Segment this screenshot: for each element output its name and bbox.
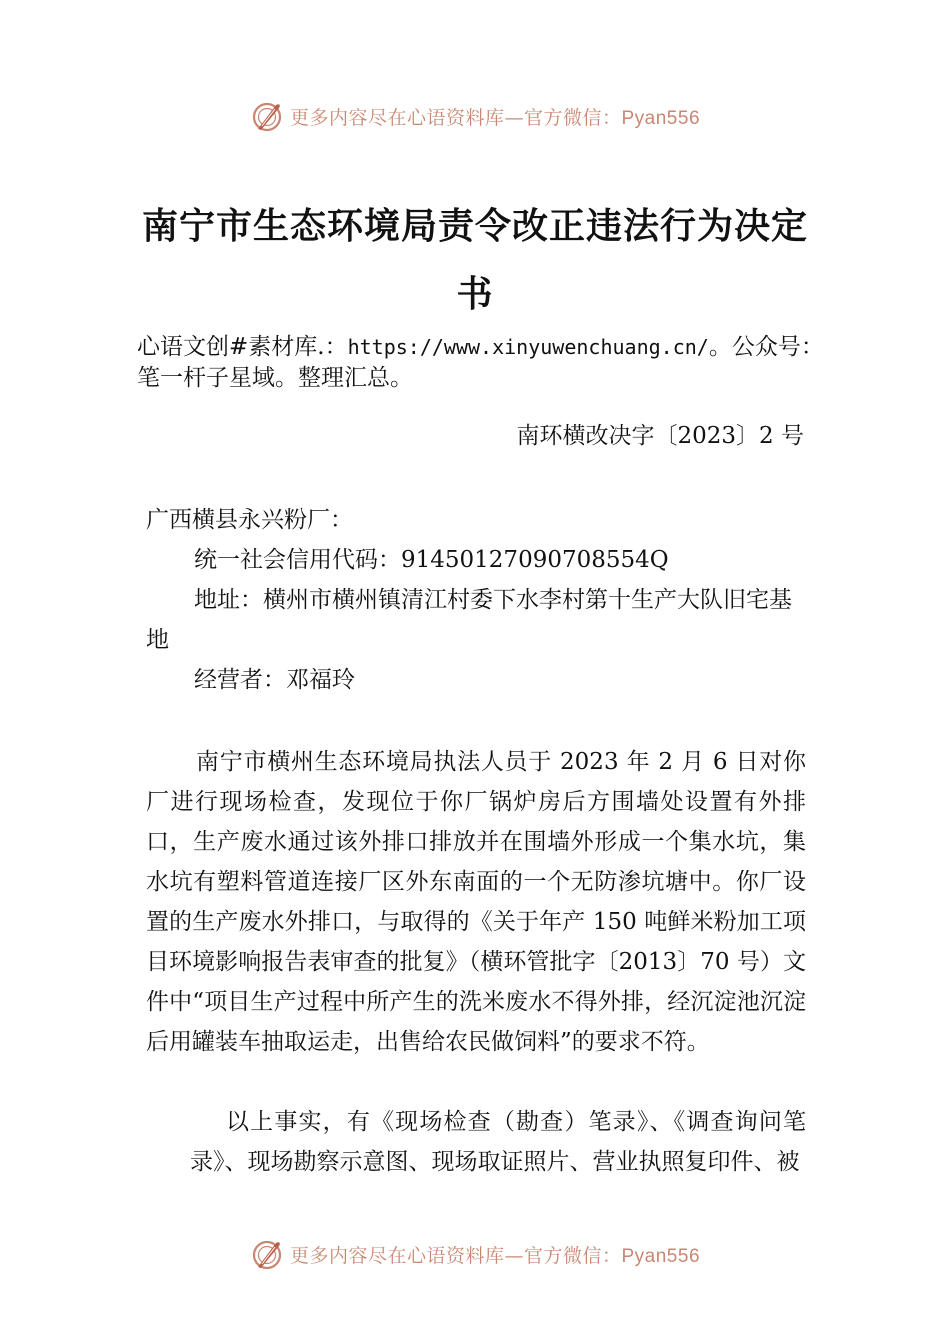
recipient: 广西横县永兴粉厂： [146, 507, 353, 533]
operator: 经营者：邓福玲 [194, 667, 355, 693]
feather-pen-seal-icon [250, 99, 284, 133]
document-title-line-1: 南宁市生态环境局责令改正违法行为决定 [141, 205, 808, 247]
source-note-suffix: 。公众号：笔一杆子星域。整理汇总。 [137, 334, 824, 391]
watermark-text: 更多内容尽在心语资料库—官方微信： [289, 106, 622, 129]
watermark-wechat-id: Pyan556 [621, 107, 701, 129]
source-note [137, 332, 837, 394]
watermark-banner-bottom [0, 1234, 950, 1274]
source-note-url: https://www.xinyuwenchuang.cn/ [347, 335, 709, 359]
body-paragraph-1: 南宁市横州生态环境局执法人员于 2023 年 2 月 6 日对你厂进行现场检查，发现位于你厂锅炉房后方围墙处设置有外排口，生产废水通过该外排口排放并在围墙外形成一个集水坑，集水坑有塑料管道连接厂区外东南面的一个无防渗坑塘中。你厂设置的生产废水外排口，与取得的《关于年产 150 吨鲜米粉加工项目环境影响报告表审查的批复》（横环管批字〔2013〕70 号）文件中“项目生产过程中所产生的洗米废水不得外排，经沉淀池沉淀后用罐装车抽取运走，出售给农民做饲料”的要求不符。 [146, 749, 806, 1055]
watermark-banner-top [0, 96, 950, 136]
credit-code: 统一社会信用代码：91450127090708554Q [194, 547, 669, 573]
body-paragraph-2: 以上事实，有《现场检查（勘查）笔录》、《调查询问笔录》、现场勘察示意图、现场取证照片、营业执照复印件、被 [190, 1109, 806, 1175]
address: 地址：横州市横州镇清江村委下水李村第十生产大队旧宅基地 [146, 587, 792, 653]
document-title-line-2: 书 [456, 273, 494, 315]
document-number: 南环横改决字〔2023〕2 号 [516, 423, 804, 449]
watermark-text: 更多内容尽在心语资料库—官方微信： [289, 1244, 622, 1267]
source-note-prefix: 心语文创#素材库.： [137, 334, 348, 360]
document-title [0, 192, 950, 328]
feather-pen-seal-icon [250, 1237, 284, 1271]
watermark-wechat-id: Pyan556 [621, 1245, 701, 1267]
